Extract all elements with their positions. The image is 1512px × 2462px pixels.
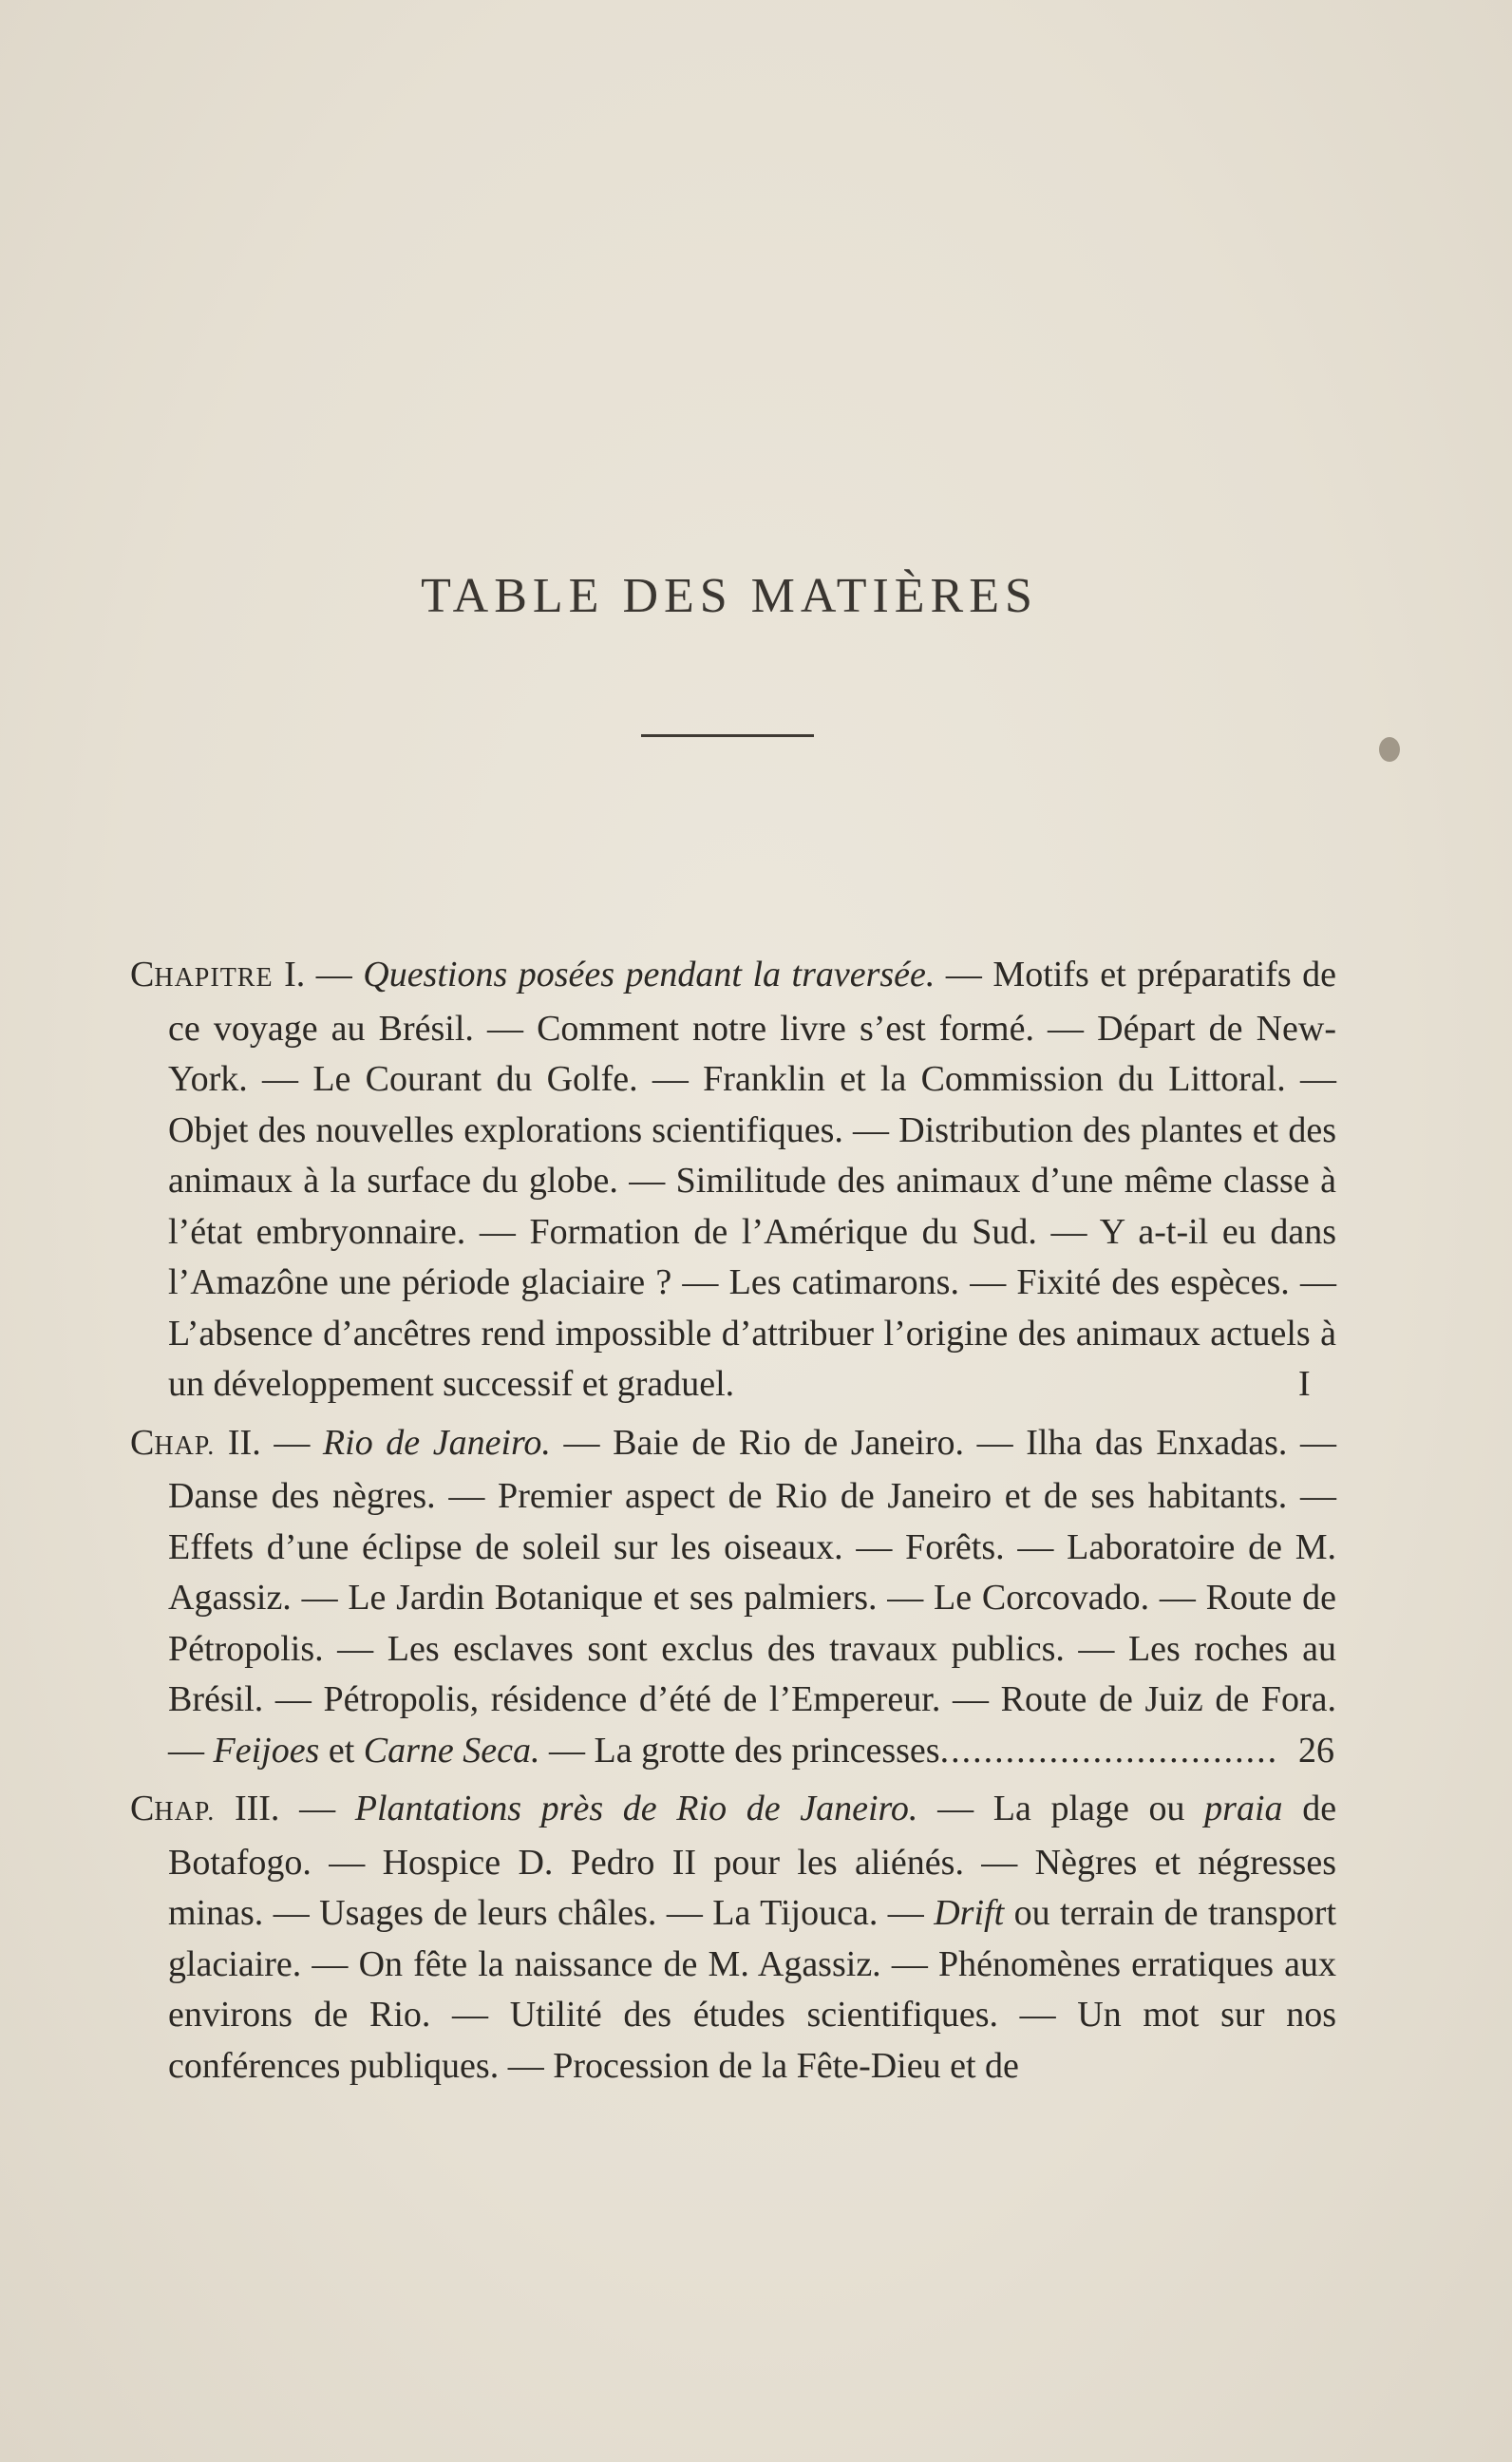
italic-term: Drift	[934, 1893, 1005, 1933]
italic-term: Feijoes	[213, 1730, 320, 1771]
chapter-heading: Rio de Janeiro.	[322, 1422, 551, 1463]
chapter-label: CHAPITRE I.	[130, 955, 306, 994]
chapter-heading: Questions posées pendant la traversée.	[363, 955, 936, 994]
dash: —	[274, 1422, 311, 1463]
chapter-label: CHAP. II.	[130, 1422, 261, 1463]
dash: —	[315, 955, 352, 994]
italic-term: Carne Seca.	[363, 1730, 540, 1771]
dot-leaders: ...............................	[939, 1730, 1279, 1771]
italic-term: praia	[1204, 1789, 1283, 1828]
toc-entry-chapter-1: CHAPITRE I. — Questions posées pendant la traversée. — Motifs et préparatifs de ce voyage au Brésil. — Comment notre livre s’est formé. — Départ de New-York. — Le Courant du Golfe. — Franklin et la Commission du Littoral. — Objet des nouvelles explorations scientifiques. — Distribution des plantes et des animaux à la surface du globe. — Similitude des animaux d’une même classe à l’état embryonnaire. — Formation de l’Amérique du Sud. — Y a-t-il eu dans l’Amazône une période glaciaire ? — Les catimarons. — Fixité des espèces. — L’absence d’ancêtres rend impossible d’attribuer l’origine des animaux actuels à un développement successif et graduel. I	[130, 955, 1337, 1404]
conjunction: et	[328, 1730, 355, 1771]
chapter-summary: — La plage ou	[937, 1789, 1185, 1828]
chapter-summary: — Motifs et préparatifs de ce voyage au Brésil. — Comment notre livre s’est formé. — Départ de New-York. — Le Courant du Golfe. — Franklin et la Commission du Littoral. — Objet des nouvelles explorations scientifiques. — Distribution des plantes et des animaux à la surface du globe. — Similitude des animaux d’une même classe à l’état embryonnaire. — Formation de l’Amérique du Sud. — Y a-t-il eu dans l’Amazône une période glaciaire ? — Les catimarons. — Fixité des espèces. — L’absence d’ancêtres rend impossible d’attribuer l’origine des animaux actuels à un développement successif et graduel.	[168, 955, 1337, 1404]
ink-blot	[1379, 737, 1400, 762]
chapter-label: CHAP. III.	[130, 1789, 280, 1828]
toc-entry-chapter-2: CHAP. II. — Rio de Janeiro. — Baie de Rio de Janeiro. — Ilha das Enxadas. — Danse des nègres. — Premier aspect de Rio de Janeiro et de ses habitants. — Effets d’une éclipse de soleil sur les oiseaux. — Forêts. — Laboratoire de M. Agassiz. — Le Jardin Botanique et ses palmiers. — Le Corcovado. — Route de Pétropolis. — Les esclaves sont exclus des travaux publics. — Les roches au Brésil. — Pétropolis, résidence d’été de l’Empereur. — Route de Juiz de Fora. — Feijoes et Carne Seca. — La grotte des princesses............................... 26	[130, 1422, 1337, 1771]
toc-entry-chapter-3	[130, 1784, 1336, 2092]
chapter-summary: ou terrain de transport glaciaire. — On fête la naissance de M. Agassiz. — Phénomènes erratiques aux environs de Rio. — Utilité des études scientifiques. — Un mot sur nos conférences publiques. — Procession de la Fête-Dieu et de	[168, 1893, 1337, 2086]
chapter-heading: Plantations près de Rio de Janeiro.	[354, 1789, 918, 1828]
chapter-summary: — Baie de Rio de Janeiro. — Ilha das Enxadas. — Danse des nègres. — Premier aspect de Rio de Janeiro et de ses habitants. — Effets d’une éclipse de soleil sur les oiseaux. — Forêts. — Laboratoire de M. Agassiz. — Le Jardin Botanique et ses palmiers. — Le Corcovado. — Route de Pétropolis. — Les esclaves sont exclus des travaux publics. — Les roches au Brésil. — Pétropolis, résidence d’été de l’Empereur. — Route de Juiz de Fora. —	[168, 1422, 1337, 1771]
dash: —	[299, 1789, 336, 1828]
title-divider	[641, 734, 814, 737]
table-of-contents	[130, 950, 1336, 2099]
chapter-summary: de Botafogo. — Hospice D. Pedro II pour les aliénés. — Nègres et négresses minas. — Usages de leurs châles. — La Tijouca. —	[168, 1789, 1337, 1933]
chapter-summary-end: — La grotte des princesses	[549, 1730, 940, 1771]
page-title: TABLE DES MATIÈRES	[421, 569, 1038, 623]
